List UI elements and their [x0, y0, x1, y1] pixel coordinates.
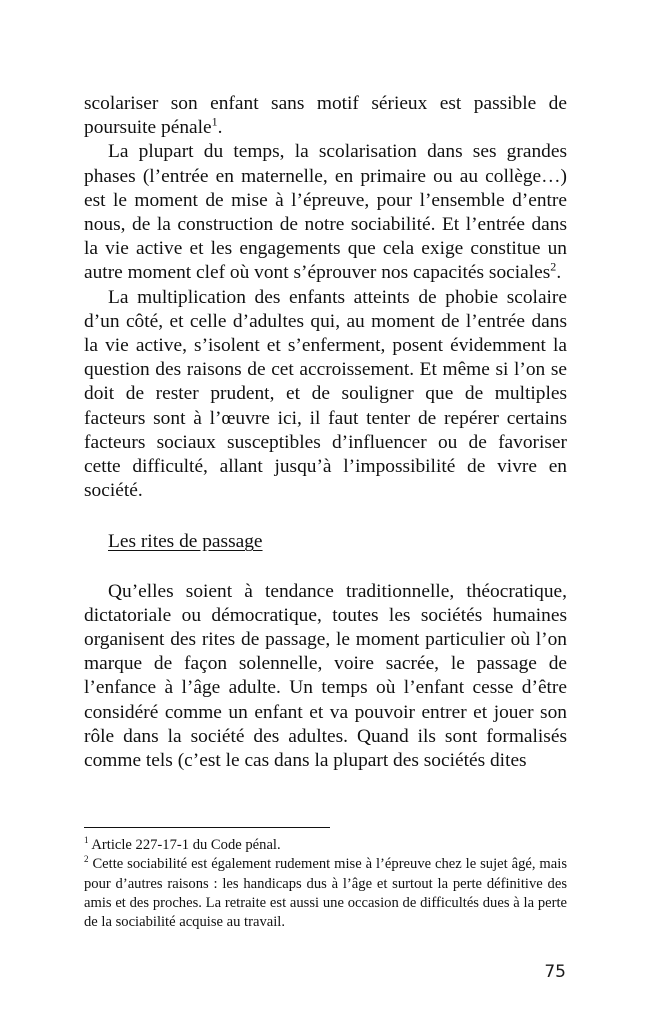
paragraph-4: Qu’elles soient à tendance traditionnelle, théocratique, dictatoriale ou démocratique, toutes les sociétés humaines organisent des rites de passage, le moment particulier où l’on marque de façon solennelle, voire sacrée, le passage de l’enfance à l’âge adulte. Un temps où l’enfant cesse d’être considéré comme un enfant et va pouvoir entrer et jouer son rôle dans la société des adultes. Quand ils sont formalisés comme tels (c’est le cas dans la plupart des sociétés dites	[84, 580, 567, 772]
paragraph-2-text: La plupart du temps, la scolarisation dans ses grandes phases (l’entrée en maternelle, en primaire ou au collège…) est le moment de mise à l’épreuve, pour l’ensemble d’entre nous, de la construction de notre sociabilité. Et l’entrée dans la vie active et les engagements que cela exige constitue un autre moment clef où vont s’éprouver nos capacités sociales	[84, 141, 567, 284]
footnote-2	[84, 855, 567, 932]
footnote-marker-2: 2	[84, 854, 89, 865]
paragraph-1	[84, 92, 567, 140]
paragraph-2-tail: .	[556, 262, 562, 284]
paragraph-1-tail: .	[217, 117, 223, 139]
footnote-1-text: Article 227-17-1 du Code pénal.	[88, 837, 281, 853]
footnote-2-text: Cette sociabilité est également rudement mise à l’épreuve chez le sujet âgé, mais pour d’autres raisons : les handicaps dus à l’âge et surtout la perte définitive des amis et des proches. La retraite est aussi une occasion de difficultés dues à la perte de la sociabilité acquise au travail.	[84, 856, 567, 931]
page-body	[84, 92, 567, 773]
page-number: 75	[544, 962, 566, 982]
section-heading: Les rites de passage	[108, 531, 263, 553]
footnote-separator	[84, 827, 330, 828]
heading-spacer	[84, 555, 567, 580]
paragraph-1-text: scolariser son enfant sans motif sérieux est passible de poursuite pénale	[84, 93, 567, 139]
paragraph-2	[84, 140, 567, 285]
footnote-ref-2[interactable]: 2	[550, 259, 557, 274]
footnote-marker-1: 1	[84, 835, 89, 846]
paragraph-3: La multiplication des enfants atteints de phobie scolaire d’un côté, et celle d’adultes qui, au moment de l’entrée dans la vie active, s’isolent et s’enferment, posent évidemment la question des raisons de cet accroissement. Et même si l’on se doit de rester prudent, et de souligner que de multiples facteurs sont à l’œuvre ici, il faut tenter de repérer certains facteurs sociaux susceptibles d’influencer ou de favoriser cette difficulté, allant jusqu’à l’impossibilité de vivre en société.	[84, 286, 567, 502]
footnote-ref-1[interactable]: 1	[211, 114, 218, 129]
footnote-1	[84, 836, 567, 855]
footnotes	[84, 836, 567, 932]
